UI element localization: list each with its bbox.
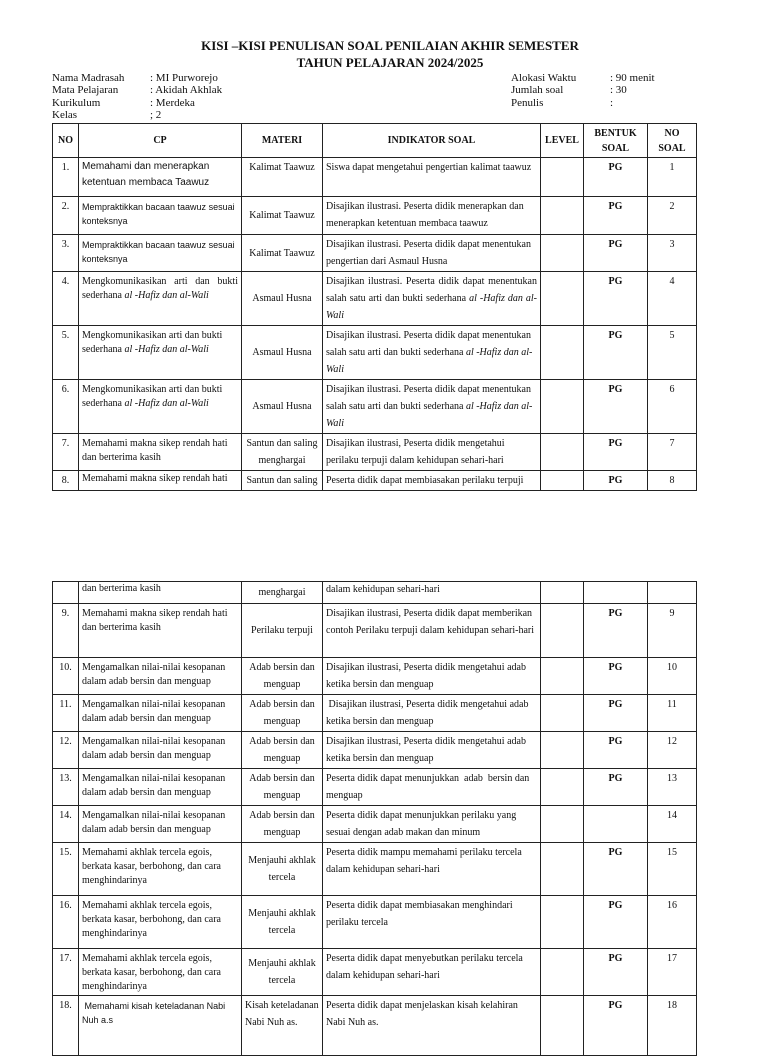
cell-no: 12. [53,732,79,769]
table-row [53,949,697,996]
table-header-row [53,124,697,158]
cell-materi: Asmaul Husna [242,272,323,326]
cell-materi: Adab bersin dan menguap [242,695,323,732]
cell-no-soal: 18 [648,996,697,1056]
cell-materi: Adab bersin dan menguap [242,732,323,769]
table-row [53,658,697,695]
cell-no-soal: 10 [648,658,697,695]
cell-materi: Adab bersin dan menguap [242,806,323,843]
cell-indikator: Disajikan ilustrasi, Peserta didik mengetahui adab ketika bersin dan menguap [323,732,541,769]
cell-materi: Kalimat Taawuz [242,158,323,197]
cell-no-soal: 17 [648,949,697,996]
info-value: : MI Purworejo [150,72,218,84]
cell-bentuk-soal: PG [584,949,648,996]
cell-materi: Menjauhi akhlak tercela [242,949,323,996]
cell-materi: Kalimat Taawuz [242,197,323,235]
cell-level [541,695,584,732]
info-left [52,72,222,122]
cell-no-soal: 13 [648,769,697,806]
cell-level [541,272,584,326]
cell-no-soal: 4 [648,272,697,326]
cell-bentuk-soal: PG [584,197,648,235]
cell-indikator: Peserta didik dapat membiasakan perilaku terpuji [323,471,541,491]
cell-materi: Adab bersin dan menguap [242,769,323,806]
cell-level [541,732,584,769]
info-value: : Akidah Akhlak [150,84,223,97]
cell-no-soal: 5 [648,326,697,380]
table-row [53,843,697,896]
table-row [53,896,697,949]
cell-level [541,806,584,843]
cell-indikator: Peserta didik dapat membiasakan menghindari perilaku tercela [323,896,541,949]
cell-no-soal: 3 [648,235,697,272]
cell-bentuk-soal: PG [584,996,648,1056]
cell-no-soal: 11 [648,695,697,732]
cell-materi: Perilaku terpuji [242,604,323,658]
table-row [53,380,697,434]
cell-no: 6. [53,380,79,434]
cell-bentuk-soal: PG [584,326,648,380]
info-value: ; 2 [150,109,162,122]
cell-no-soal: 6 [648,380,697,434]
info-row-mapel [52,84,222,96]
cell-cp: Memahami akhlak tercela egois, berkata kasar, berbohong, dan cara menghindarinya [79,896,242,949]
document-title: KISI –KISI PENULISAN SOAL PENILAIAN AKHIR SEMESTER [201,38,579,53]
cell-indikator: Peserta didik dapat menjelaskan kisah kelahiran Nabi Nuh as. [323,996,541,1056]
cell-no-soal: 7 [648,434,697,471]
cell-cp: Mempraktikkan bacaan taawuz sesuai konteksnya [79,235,242,272]
cell-indikator: Disajikan ilustrasi. Peserta didik menerapkan dan menerapkan ketentuan membaca taawuz [323,197,541,235]
cell-bentuk-soal: PG [584,158,648,197]
cell-bentuk-soal: PG [584,380,648,434]
cell-level [541,158,584,197]
cell-materi: Menjauhi akhlak tercela [242,843,323,896]
cell-indikator: Peserta didik dapat menunjukkan adab bersin dan menguap [323,769,541,806]
cell-level [541,380,584,434]
cell-indikator: Disajikan ilustrasi, Peserta didik mengetahui adab ketika bersin dan menguap [323,658,541,695]
cell-level [541,949,584,996]
table-row [53,434,697,471]
cell-level [541,235,584,272]
cell-materi: Santun dan saling menghargai [242,434,323,471]
cell-materi: Asmaul Husna [242,380,323,434]
cell-no: 16. [53,896,79,949]
cell-cp: Memahami dan menerapkan ketentuan membaca Taawuz [79,158,242,197]
cell-cp: Memahami makna sikep rendah hati dan berterima kasih [79,434,242,471]
info-row-jumlah [511,84,655,96]
info-row-kelas [52,109,222,121]
info-row-madrasah [52,72,222,84]
cell-level [541,896,584,949]
document-subtitle: TAHUN PELAJARAN 2024/2025 [296,55,484,70]
col-header-level: LEVEL [541,124,584,158]
table-row [53,604,697,658]
cell-bentuk-soal [584,582,648,604]
table-row [53,471,697,491]
cell-bentuk-soal [584,806,648,843]
cell-no: 15. [53,843,79,896]
cell-no-soal: 16 [648,896,697,949]
cell-indikator: Disajikan ilustrasi, Peserta didik mengetahui perilaku terpuji dalam kehidupan sehari-hari [323,434,541,471]
cell-no: 4. [53,272,79,326]
col-header-materi: MATERI [242,124,323,158]
cell-no-soal: 8 [648,471,697,491]
cell-level [541,604,584,658]
cell-no: 13. [53,769,79,806]
info-label: Alokasi Waktu [511,72,577,84]
cell-no: 18. [53,996,79,1056]
cell-materi: Kalimat Taawuz [242,235,323,272]
cell-no: 3. [53,235,79,272]
cell-cp: Memahami makna sikep rendah hati [79,471,242,491]
cell-no-soal [648,582,697,604]
cell-bentuk-soal: PG [584,434,648,471]
cell-no: 10. [53,658,79,695]
cell-level [541,326,584,380]
cell-bentuk-soal: PG [584,604,648,658]
cell-bentuk-soal: PG [584,235,648,272]
table-row [53,235,697,272]
cell-cp: Memahami akhlak tercela egois, berkata kasar, berbohong, dan cara menghindarinya [79,843,242,896]
cell-bentuk-soal: PG [584,896,648,949]
col-header-indikator: INDIKATOR SOAL [323,124,541,158]
info-row-penulis [511,97,655,109]
cell-cp: Memahami akhlak tercela egois, berkata kasar, berbohong, dan cara menghindarinya [79,949,242,996]
cell-no-soal: 14 [648,806,697,843]
cell-level [541,843,584,896]
col-header-bentuk-soal: BENTUK SOAL [584,124,648,158]
cell-level [541,471,584,491]
cell-cp: Mengamalkan nilai-nilai kesopanan dalam adab bersin dan menguap [79,769,242,806]
cell-materi: Asmaul Husna [242,326,323,380]
info-label: Mata Pelajaran [52,84,119,97]
cell-indikator: Disajikan ilustrasi. Peserta didik dapat menentukan salah satu arti dan bukti sederhana al -Hafiz dan al-Wali [323,272,541,326]
table-row [53,158,697,197]
cell-level [541,582,584,604]
cell-no: 9. [53,604,79,658]
cell-cp: Mengkomunikasikan arti dan bukti sederhana al -Hafiz dan al-Wali [79,326,242,380]
kisi-table-page2 [52,581,697,1056]
cell-cp: Mengkomunikasikan arti dan bukti sederhana al -Hafiz dan al-Wali [79,380,242,434]
cell-no-soal: 9 [648,604,697,658]
info-value: : [610,96,614,109]
info-value: : 30 [610,84,627,97]
cell-level [541,434,584,471]
table-row [53,582,697,604]
table-row [53,197,697,235]
info-label: Nama Madrasah [52,72,125,84]
cell-indikator: Siswa dapat mengetahui pengertian kalimat taawuz [323,158,541,197]
info-value: : Merdeka [150,96,195,109]
cell-indikator: Disajikan ilustrasi. Peserta didik dapat menentukan pengertian dari Asmaul Husna [323,235,541,272]
cell-cp: dan berterima kasih [79,582,242,604]
col-header-no-soal: NO SOAL [648,124,697,158]
cell-bentuk-soal: PG [584,471,648,491]
info-label: Penulis [511,96,544,109]
cell-materi: menghargai [242,582,323,604]
cell-cp: Mengamalkan nilai-nilai kesopanan dalam adab bersin dan menguap [79,695,242,732]
info-right [511,72,655,109]
cell-bentuk-soal: PG [584,658,648,695]
cell-cp: Memahami makna sikep rendah hati dan berterima kasih [79,604,242,658]
cell-cp: Mengamalkan nilai-nilai kesopanan dalam adab bersin dan menguap [79,806,242,843]
cell-level [541,658,584,695]
cell-no: 17. [53,949,79,996]
cell-indikator: Disajikan ilustrasi, Peserta didik mengetahui adab ketika bersin dan menguap [323,695,541,732]
kisi-table-page1 [52,123,697,491]
info-label: Jumlah soal [511,84,564,97]
cell-no-soal: 15 [648,843,697,896]
cell-materi: Adab bersin dan menguap [242,658,323,695]
col-header-cp: CP [79,124,242,158]
cell-no: 2. [53,197,79,235]
table-row [53,272,697,326]
info-row-kurikulum [52,97,222,109]
table-row [53,806,697,843]
cell-materi: Santun dan saling [242,471,323,491]
cell-no [53,582,79,604]
table-row [53,732,697,769]
cell-cp: Mempraktikkan bacaan taawuz sesuai konteksnya [79,197,242,235]
cell-indikator: Disajikan ilustrasi, Peserta didik dapat memberikan contoh Perilaku terpuji dalam kehidupan sehari-hari [323,604,541,658]
table-row [53,695,697,732]
cell-no: 1. [53,158,79,197]
cell-no: 8. [53,471,79,491]
cell-bentuk-soal: PG [584,732,648,769]
cell-cp: Mengamalkan nilai-nilai kesopanan dalam adab bersin dan menguap [79,732,242,769]
info-label: Kurikulum [52,96,101,109]
cell-bentuk-soal: PG [584,695,648,732]
table-row [53,769,697,806]
cell-indikator: Disajikan ilustrasi. Peserta didik dapat menentukan salah satu arti dan bukti sederhana al -Hafiz dan al-Wali [323,380,541,434]
cell-materi: Menjauhi akhlak tercela [242,896,323,949]
table-row [53,326,697,380]
cell-no: 7. [53,434,79,471]
cell-no-soal: 1 [648,158,697,197]
cell-level [541,996,584,1056]
cell-cp: Mengamalkan nilai-nilai kesopanan dalam adab bersin dan menguap [79,658,242,695]
cell-bentuk-soal: PG [584,272,648,326]
cell-level [541,197,584,235]
cell-indikator: Peserta didik dapat menyebutkan perilaku tercela dalam kehidupan sehari-hari [323,949,541,996]
cell-cp: Mengkomunikasikan arti dan bukti sederhana al -Hafiz dan al-Wali [79,272,242,326]
cell-bentuk-soal: PG [584,843,648,896]
cell-no: 11. [53,695,79,732]
cell-indikator: Peserta didik mampu memahami perilaku tercela dalam kehidupan sehari-hari [323,843,541,896]
cell-indikator: Disajikan ilustrasi. Peserta didik dapat menentukan salah satu arti dan bukti sederhana al -Hafiz dan al-Wali [323,326,541,380]
cell-cp: Memahami kisah keteladanan Nabi Nuh a.s [79,996,242,1056]
cell-no: 14. [53,806,79,843]
info-label: Kelas [52,109,78,122]
table-row [53,996,697,1056]
cell-materi: Kisah keteladanan Nabi Nuh as. [242,996,323,1056]
info-row-alokasi [511,72,655,84]
cell-indikator: Peserta didik dapat menunjukkan perilaku yang sesuai dengan adab makan dan minum [323,806,541,843]
cell-indikator: dalam kehidupan sehari-hari [323,582,541,604]
cell-no-soal: 12 [648,732,697,769]
info-value: : 90 menit [610,72,655,84]
cell-no: 5. [53,326,79,380]
cell-bentuk-soal: PG [584,769,648,806]
col-header-no: NO [53,124,79,158]
cell-level [541,769,584,806]
cell-no-soal: 2 [648,197,697,235]
